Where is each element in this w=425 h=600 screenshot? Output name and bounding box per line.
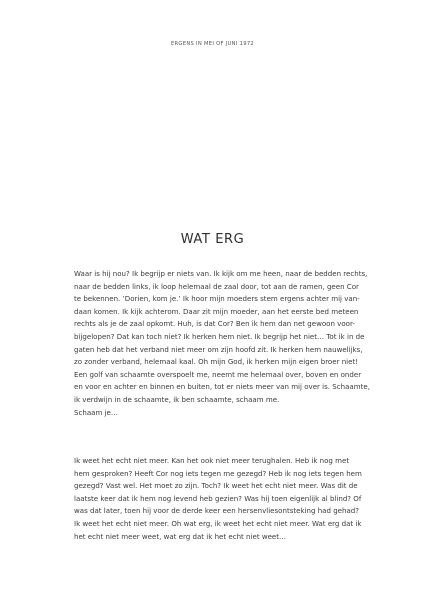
text-line: rechts als je de zaal opkomt. Huh, is dat Cor? Ben ik hem dan net gewoon voor- (74, 319, 355, 329)
paragraph-1 (74, 268, 370, 419)
text-line: laatste keer dat ik hem nog levend heb gezien? Was hij toen eigenlijk al blind? Of (74, 493, 362, 503)
text-line: het echt niet meer weet, wat erg dat ik het echt niet weet… (74, 531, 287, 541)
text-line: te bekennen. ’Dorien, kom je.’ Ik hoor mijn moeders stem ergens achter mij van- (74, 294, 360, 304)
text-line: zo zonder verband, helemaal kaal. Oh mijn God, ik herken mijn eigen broer niet! (74, 357, 359, 367)
text-line: hem gesproken? Heeft Cor nog iets tegen me gezegd? Heb ik nog iets tegen hem (74, 468, 362, 478)
text-line: gaten heb dat het verband niet meer om zijn hoofd zit. Ik herken hem nauwelijks, (74, 344, 363, 354)
text-line: Een golf van schaamte overspoelt me, neemt me helemaal over, boven en onder (74, 369, 362, 379)
text-line: Schaam je… (74, 407, 118, 417)
text-line: was dat later, toen hij voor de derde keer een hersenvliesontsteking had gehad? (74, 506, 359, 516)
paragraph-2 (74, 455, 362, 543)
text-line: en voor en achter en binnen en buiten, tot er niets meer van mij over is. Schaamte, (74, 382, 370, 392)
text-line: Waar is hij nou? Ik begrijp er niets van. Ik kijk om me heen, naar de bedden rechts, (74, 269, 368, 278)
text-line: Ik weet het echt niet meer. Kan het ook niet meer terughalen. Heb ik nog met (74, 456, 350, 465)
text-line: gezegd? Vast wel. Het moet zo zijn. Toch? Ik weet het echt niet meer. Was dit de (74, 481, 358, 491)
text-line: Ik weet het echt niet meer. Oh wat erg, ik weet het echt niet meer. Wat erg dat ik (74, 518, 362, 528)
text-line: ik verdwijn in de schaamte, ik ben schaamte, schaam me. (74, 394, 280, 404)
text-line: naar de bedden links, ik loop helemaal de zaal door, tot aan de ramen, geen Cor (74, 281, 359, 291)
chapter-title: WAT ERG (180, 232, 245, 247)
text-line: bijgelopen? Dat kan toch niet? Ik herken hem niet. Ik begrijp het niet… Tot ik in de (74, 331, 365, 341)
text-line: daan komen. Ik kijk achterom. Daar zit mijn moeder, aan het eerste bed meteen (74, 306, 359, 316)
running-head: ERGENS IN MEI OF JUNI 1972 (170, 41, 255, 47)
